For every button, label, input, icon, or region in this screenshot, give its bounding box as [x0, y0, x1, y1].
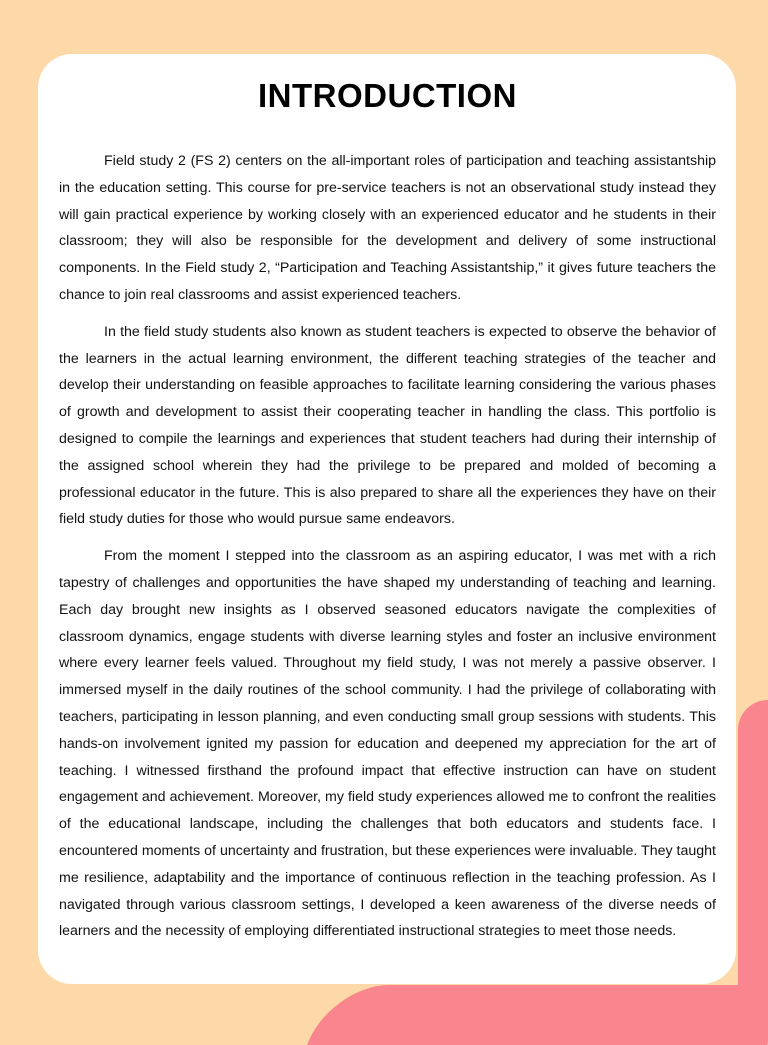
page-title: INTRODUCTION [258, 77, 517, 114]
paragraph-2: In the field study students also known as student teachers is expected to observe the behavior of the learners in the actual learning environment, the different teaching strategies of the teacher and develop their understanding on feasible approaches to facilitate learning considering the various phases of growth and development to assist their cooperating teacher in handling the class. This portfolio is designed to compile the learnings and experiences that student teachers had during their internship of the assigned school wherein they had the privilege to be prepared and molded of becoming a professional educator in the future. This is also prepared to share all the experiences they have on their field study duties for those who would pursue same endeavors. [59, 323, 716, 528]
document-card [38, 54, 736, 984]
paragraph-3: From the moment I stepped into the classroom as an aspiring educator, I was met with a rich tapestry of challenges and opportunities the have shaped my understanding of teaching and learning. Each day brought new insights as I observed seasoned educators navigate the complexities of classroom dynamics, engage students with diverse learning styles and foster an inclusive environment where every learner feels valued. Throughout my field study, I was not merely a passive observer. I immersed myself in the daily routines of the school community. I had the privilege of collaborating with teachers, participating in lesson planning, and even conducting small group sessions with students. This hands-on involvement ignited my passion for education and deepened my appreciation for the art of teaching. I witnessed firsthand the profound impact that effective instruction can have on student engagement and achievement. Moreover, my field study experiences allowed me to confront the realities of the educational landscape, including the challenges that both educators and students face. I encountered moments of uncertainty and frustration, but these experiences were invaluable. They taught me resilience, adaptability and the importance of continuous reflection in the teaching profession. As I navigated through various classroom settings, I developed a keen awareness of the diverse needs of learners and the necessity of employing differentiated instructional strategies to meet those needs. [59, 548, 716, 940]
paragraph-1: Field study 2 (FS 2) centers on the all-important roles of participation and teaching assistantship in the education setting. This course for pre-service teachers is not an observational study instead they will gain practical experience by working closely with an experienced educator and he students in their classroom; they will also be responsible for the development and delivery of some instructional components. In the Field study 2, “Participation and Teaching Assistantship,” it gives future teachers the chance to join real classrooms and assist experienced teachers. [59, 153, 716, 303]
decorative-pink-shape-bottom [307, 985, 768, 1045]
decorative-pink-shape-right [738, 700, 768, 1024]
